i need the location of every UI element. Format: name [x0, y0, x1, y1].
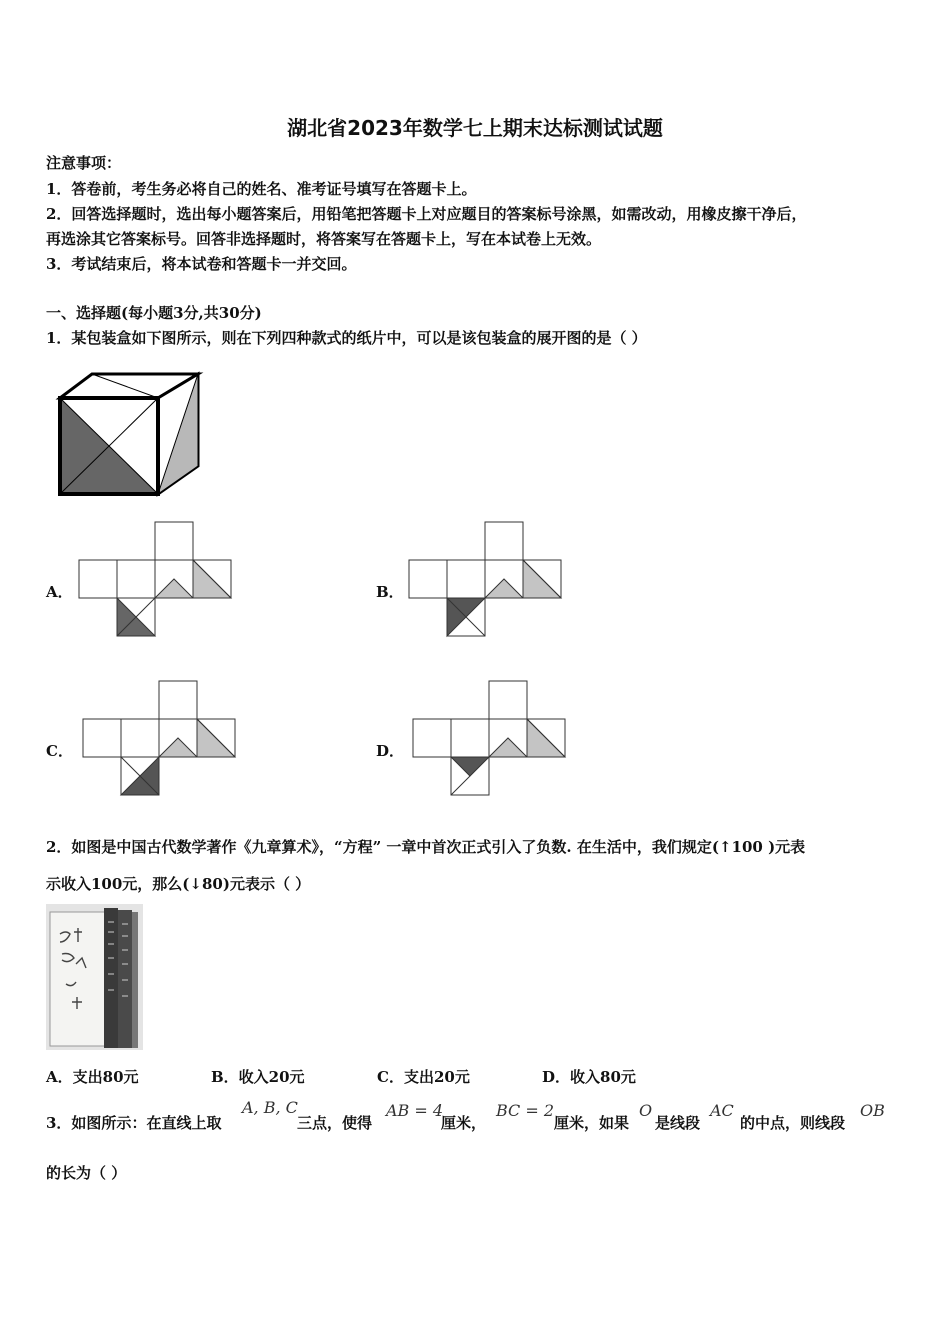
section-heading: 一、选择题(每小题3分,共30分)	[46, 304, 262, 322]
notice-heading: 注意事项：	[46, 154, 122, 172]
q1-option-a-label[interactable]: A．	[46, 583, 73, 601]
question-3-text-line2: 的长为（ ）	[46, 1164, 127, 1182]
q1-option-c-net[interactable]	[82, 680, 240, 798]
q3-math-abc: A, B, C	[242, 1098, 298, 1117]
q1-option-c-label[interactable]: C．	[46, 742, 73, 760]
q1-option-a-net[interactable]	[78, 521, 234, 639]
question-3-text-6: 的中点，则线段	[740, 1114, 846, 1132]
question-2-stem-line2: 示收入100元，那么(↓80)元表示（ ）	[46, 875, 311, 893]
q3-math-o: O	[639, 1101, 653, 1120]
question-3-text-5: 是线段	[655, 1114, 701, 1132]
q1-option-b-label[interactable]: B．	[376, 583, 404, 601]
q1-option-d-label[interactable]: D．	[376, 742, 405, 760]
q3-math-ab: AB = 4	[386, 1101, 444, 1120]
question-3-text-3: 厘米，	[441, 1114, 487, 1132]
question-2-stem-line1: 2．如图是中国古代数学著作《九章算术》，“方程” 一章中首次正式引入了负数. 在生活中，我们规定(↑100 )元表	[46, 838, 806, 856]
q2-option-a[interactable]: A．支出80元	[46, 1068, 139, 1086]
notice-item-1: 1．答卷前，考生务必将自己的姓名、准考证号填写在答题卡上。	[46, 180, 477, 198]
q3-math-ob: OB	[860, 1101, 885, 1120]
question-3-text-4: 厘米，如果	[554, 1114, 630, 1132]
q2-option-b[interactable]: B．收入20元	[211, 1068, 305, 1086]
q2-option-c[interactable]: C．支出20元	[377, 1068, 470, 1086]
book-photo	[46, 904, 143, 1050]
q2-option-d[interactable]: D．收入80元	[542, 1068, 636, 1086]
notice-item-2-cont: 再选涂其它答案标号。回答非选择题时，将答案写在答题卡上，写在本试卷上无效。	[46, 230, 602, 248]
page-title: 湖北省2023年数学七上期末达标测试试题	[287, 116, 663, 140]
question-3-text-2: 三点，使得	[297, 1114, 373, 1132]
question-1-stem: 1．某包装盒如下图所示，则在下列四种款式的纸片中，可以是该包装盒的展开图的是（ ）	[46, 329, 647, 347]
q1-option-d-net[interactable]	[412, 680, 570, 798]
notice-item-3: 3．考试结束后，将本试卷和答题卡一并交回。	[46, 255, 357, 273]
notice-item-2: 2．回答选择题时，选出每小题答案后，用铅笔把答题卡上对应题目的答案标号涂黑，如需改动，用橡皮擦干净后，	[46, 205, 807, 223]
q3-math-bc: BC = 2	[496, 1101, 555, 1120]
cube-figure	[56, 370, 206, 500]
question-3-text-1: 3．如图所示：在直线上取	[46, 1114, 222, 1132]
q3-math-ac: AC	[710, 1101, 734, 1120]
q1-option-b-net[interactable]	[408, 521, 566, 639]
